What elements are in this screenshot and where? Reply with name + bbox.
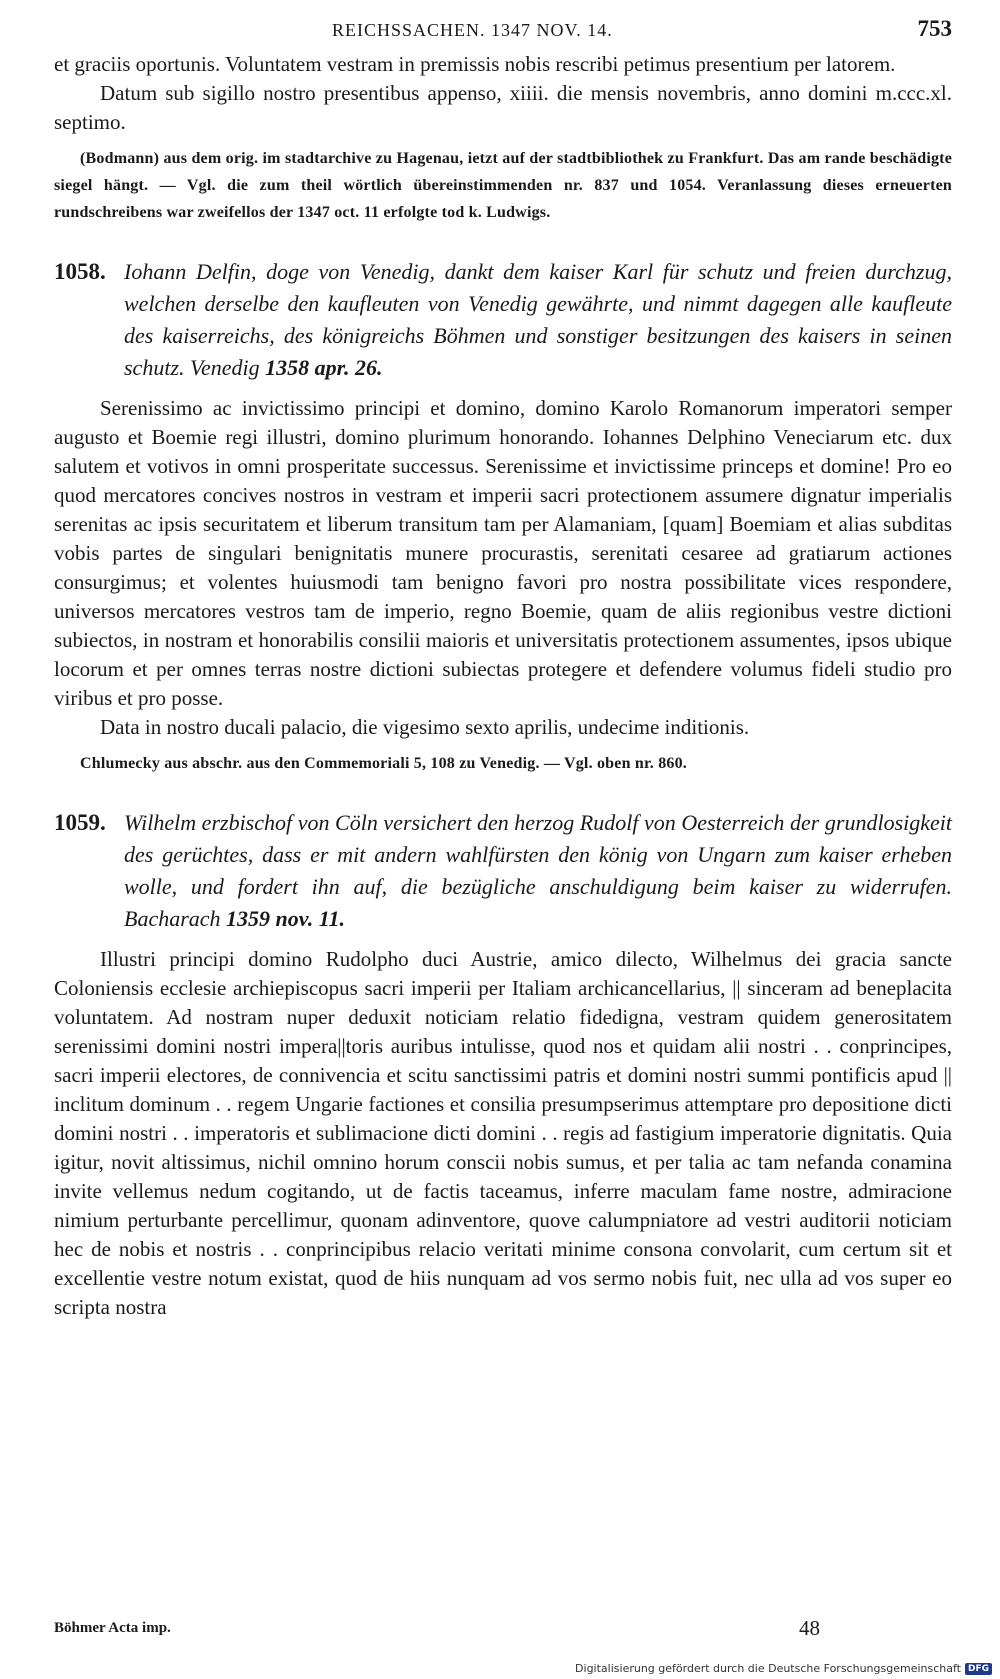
digitization-credit xyxy=(575,1662,992,1675)
document-body-1058 xyxy=(54,394,952,777)
gathering-signature: 48 xyxy=(799,1616,820,1640)
document-number: 1059. xyxy=(54,810,106,835)
page-number: 753 xyxy=(917,16,952,41)
regest-summary xyxy=(124,256,952,384)
running-head xyxy=(54,16,952,50)
document-page xyxy=(54,16,952,1322)
document-1058 xyxy=(54,256,952,777)
regest-date: 1358 apr. 26. xyxy=(265,355,383,380)
dfg-logo-icon: DFG xyxy=(965,1663,992,1675)
document-1059 xyxy=(54,807,952,1322)
credit-text: Digitalisierung gefördert durch die Deutsche Forschungsgemeinschaft xyxy=(575,1662,961,1675)
running-head-title: REICHSSACHEN. 1347 NOV. 14. xyxy=(332,20,613,40)
document-datum: Data in nostro ducali palacio, die vigesimo sexto aprilis, undecime inditionis. xyxy=(100,715,750,739)
regest-summary-text: Wilhelm erzbischof von Cöln versichert den herzog Rudolf von Oesterreich der grundlosigkeit des gerüchtes, dass er mit andern wahlfürsten den könig von Ungarn zum kaiser erheben wolle, und fordert ihn auf, die bezügliche anschuldigung beim kaiser zu widerrufen. Bacharach xyxy=(124,810,952,931)
previous-document-datum: Datum sub sigillo nostro presentibus appenso, xiiii. die mensis novembris, anno domini m.ccc.xl. septimo. xyxy=(54,81,952,134)
regest-1058 xyxy=(54,256,952,384)
document-text: Serenissimo ac invictissimo principi et domino, domino Karolo Romanorum imperatori semper augusto et Boemie regi illustri, domino plurimum honorando. Iohannes Delphino Veneciarum etc. dux salutem et votivos in omni prosperitate successus. Serenissime et invictissime princeps et domine! Pro eo quod mercatores concives nostros in vestram et imperii sacri protectionem assumere dignatur imperialis serenitas ac ipsis securitatem et liberum transitum tam per Alamaniam, [quam] Boemiam et alias subditas vobis partes de singulari benignitatis munere procurastis, serenitati cesaree ad gratiarum actiones consurgimus; et volentes huiusmodi tam benigno favori pro nostra possibilitate vices respondere, universos mercatores vestros tam de imperio, regno Boemie, quam de aliis regionibus vestre dictioni subiectos, in nostram et honorabilis consilii maioris et universitatis protectionem assumentes, ipsos ubique locorum et per omnes terras nostre dictioni subiectas protegere et defendere volumus fideli studio pro viribus et pro posse. xyxy=(54,396,952,710)
regest-summary xyxy=(124,807,952,935)
regest-1059 xyxy=(54,807,952,935)
previous-document-source-note: (Bodmann) aus dem orig. im stadtarchive zu Hagenau, ietzt auf der stadtbibliothek zu Frankfurt. Das am rande beschädigte siegel hängt. — Vgl. die zum theil wörtlich übereinstimmenden nr. 837 und 1054. Veranlassung dieses erneuerten rundschreibens war zweifellos der 1347 oct. 11 erfolgte tod k. Ludwigs. xyxy=(54,150,952,221)
page-footer xyxy=(54,1616,820,1640)
source-note: Chlumecky aus abschr. aus den Commemoriali 5, 108 zu Venedig. — Vgl. oben nr. 860. xyxy=(80,755,687,772)
previous-document-text: et graciis oportunis. Voluntatem vestram in premissis nobis rescribi petimus presentium per latorem. xyxy=(54,52,896,76)
document-body-1059 xyxy=(54,945,952,1322)
regest-summary-text: Iohann Delfin, doge von Venedig, dankt dem kaiser Karl für schutz und freien durchzug, welchen derselbe den kaufleuten von Venedig gewährte, und nimmt dagegen alle kaufleute des kaiserreichs, des königreichs Böhmen und sonstiger besitzungen des kaisers in seinen schutz. Venedig xyxy=(124,259,952,380)
document-text: Illustri principi domino Rudolpho duci Austrie, amico dilecto, Wilhelmus dei gracia sancte Coloniensis ecclesie archiepiscopus sacri imperii per Italiam archicancellarius, || sinceram ad beneplacita voluntatem. Ad nostram nuper deduxit noticiam relatio fidedigna, vestram quidem generositatem serenissimi domini nostri impera||toris auribus intulisse, quod nos et quidam alii nostri . . conprincipes, sacri imperii electores, de connivencia et scitu sanctissimi patris et domini nostri summi pontificis apud || inclitum dominum . . regem Ungarie factiones et consilia presumpserimus attemptare pro depositione dicti domini nostri . . imperatoris et sublimacione dicti domini . . regis ad fastigium imperatorie dignitatis. Quia igitur, novit altissimus, nichil omnino horum conscii nobis sumus, et per talia ac tam nefanda conamina invite vellemus nedum cogitando, ut de factis taceamus, inferre maculam fame nostre, admiracione nimium perturbante percellimur, quonam adinventore, quove calumpniatore ad vestri auditorii noticiam hec de nobis et nostris . . conprincipibus relacio veritati minime consona convolarit, cum certum sit et excellentie vestre notum existat, quod de hiis nunquam ad vos sermo nobis fuit, nec ulla ad vos super eo scripta nostra xyxy=(54,947,952,1319)
footer-source: Böhmer Acta imp. xyxy=(54,1620,171,1636)
regest-date: 1359 nov. 11. xyxy=(226,906,346,931)
previous-document-end xyxy=(54,50,952,226)
document-number: 1058. xyxy=(54,259,106,284)
